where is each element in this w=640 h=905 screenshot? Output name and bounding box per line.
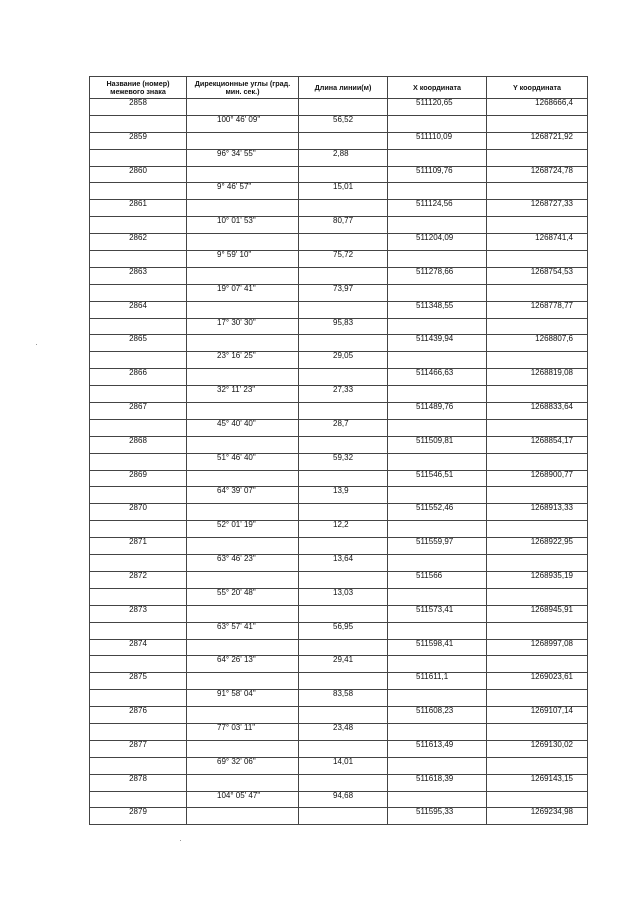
cell-line-length: 80,77 bbox=[299, 217, 388, 234]
cell-mark-number bbox=[90, 115, 187, 132]
cell-direction-angle bbox=[187, 267, 299, 284]
segment-row bbox=[90, 386, 588, 403]
cell-line-length: 59,32 bbox=[299, 453, 388, 470]
cell-y-coordinate: 1268727,33 bbox=[487, 200, 588, 217]
cell-y-coordinate: 1268900,77 bbox=[487, 470, 588, 487]
cell-y-coordinate bbox=[487, 723, 588, 740]
cell-mark-number: 2874 bbox=[90, 639, 187, 656]
cell-direction-angle bbox=[187, 132, 299, 149]
cell-y-coordinate bbox=[487, 217, 588, 234]
mark-row bbox=[90, 234, 588, 251]
cell-mark-number bbox=[90, 149, 187, 166]
cell-y-coordinate bbox=[487, 555, 588, 572]
mark-row bbox=[90, 504, 588, 521]
cell-x-coordinate bbox=[388, 352, 487, 369]
cell-direction-angle bbox=[187, 808, 299, 825]
cell-line-length: 27,33 bbox=[299, 386, 388, 403]
cell-mark-number: 2870 bbox=[90, 504, 187, 521]
segment-row bbox=[90, 318, 588, 335]
cell-line-length bbox=[299, 639, 388, 656]
cell-direction-angle bbox=[187, 166, 299, 183]
cell-y-coordinate bbox=[487, 352, 588, 369]
cell-line-length: 29,41 bbox=[299, 656, 388, 673]
mark-row bbox=[90, 200, 588, 217]
cell-y-coordinate bbox=[487, 521, 588, 538]
cell-y-coordinate bbox=[487, 115, 588, 132]
cell-line-length bbox=[299, 673, 388, 690]
cell-line-length: 94,68 bbox=[299, 791, 388, 808]
segment-row bbox=[90, 487, 588, 504]
segment-row bbox=[90, 521, 588, 538]
cell-direction-angle: 104° 05' 47" bbox=[187, 791, 299, 808]
cell-direction-angle bbox=[187, 335, 299, 352]
cell-line-length: 13,64 bbox=[299, 555, 388, 572]
cell-x-coordinate: 511489,76 bbox=[388, 403, 487, 420]
cell-mark-number: 2859 bbox=[90, 132, 187, 149]
cell-direction-angle bbox=[187, 470, 299, 487]
cell-line-length: 83,58 bbox=[299, 690, 388, 707]
segment-row bbox=[90, 757, 588, 774]
cell-mark-number: 2858 bbox=[90, 99, 187, 116]
cell-direction-angle: 91° 58' 04" bbox=[187, 690, 299, 707]
segment-row bbox=[90, 555, 588, 572]
cell-direction-angle bbox=[187, 707, 299, 724]
mark-row bbox=[90, 571, 588, 588]
cell-line-length: 56,95 bbox=[299, 622, 388, 639]
cell-direction-angle: 32° 11' 23" bbox=[187, 386, 299, 403]
cell-direction-angle bbox=[187, 774, 299, 791]
segment-row bbox=[90, 791, 588, 808]
cell-x-coordinate: 511618,39 bbox=[388, 774, 487, 791]
table-body bbox=[90, 99, 588, 825]
cell-line-length: 29,05 bbox=[299, 352, 388, 369]
cell-mark-number bbox=[90, 419, 187, 436]
cell-direction-angle: 19° 07' 41" bbox=[187, 284, 299, 301]
cell-y-coordinate: 1268666,4 bbox=[487, 99, 588, 116]
cell-y-coordinate bbox=[487, 622, 588, 639]
cell-x-coordinate bbox=[388, 386, 487, 403]
cell-x-coordinate: 511120,65 bbox=[388, 99, 487, 116]
cell-direction-angle: 9° 59' 10" bbox=[187, 251, 299, 268]
cell-line-length: 2,88 bbox=[299, 149, 388, 166]
cell-mark-number: 2872 bbox=[90, 571, 187, 588]
cell-direction-angle: 96° 34' 55" bbox=[187, 149, 299, 166]
scan-speck bbox=[36, 344, 37, 345]
segment-row bbox=[90, 183, 588, 200]
cell-y-coordinate: 1268807,6 bbox=[487, 335, 588, 352]
cell-line-length bbox=[299, 740, 388, 757]
cell-y-coordinate bbox=[487, 487, 588, 504]
cell-y-coordinate: 1268741,4 bbox=[487, 234, 588, 251]
cell-mark-number: 2876 bbox=[90, 707, 187, 724]
cell-mark-number bbox=[90, 521, 187, 538]
cell-x-coordinate bbox=[388, 656, 487, 673]
cell-direction-angle bbox=[187, 234, 299, 251]
cell-direction-angle bbox=[187, 369, 299, 386]
cell-y-coordinate bbox=[487, 386, 588, 403]
cell-line-length: 75,72 bbox=[299, 251, 388, 268]
segment-row bbox=[90, 419, 588, 436]
cell-mark-number bbox=[90, 183, 187, 200]
cell-mark-number bbox=[90, 723, 187, 740]
cell-mark-number bbox=[90, 690, 187, 707]
cell-direction-angle bbox=[187, 605, 299, 622]
mark-row bbox=[90, 470, 588, 487]
cell-line-length: 23,48 bbox=[299, 723, 388, 740]
cell-x-coordinate bbox=[388, 791, 487, 808]
cell-y-coordinate bbox=[487, 656, 588, 673]
mark-row bbox=[90, 166, 588, 183]
cell-x-coordinate: 511598,41 bbox=[388, 639, 487, 656]
cell-direction-angle: 45° 40' 40" bbox=[187, 419, 299, 436]
cell-x-coordinate bbox=[388, 588, 487, 605]
cell-mark-number: 2861 bbox=[90, 200, 187, 217]
cell-direction-angle: 64° 26' 13" bbox=[187, 656, 299, 673]
cell-line-length: 56,52 bbox=[299, 115, 388, 132]
cell-x-coordinate bbox=[388, 453, 487, 470]
cell-x-coordinate bbox=[388, 183, 487, 200]
cell-x-coordinate: 511278,66 bbox=[388, 267, 487, 284]
cell-line-length: 95,83 bbox=[299, 318, 388, 335]
cell-line-length: 15,01 bbox=[299, 183, 388, 200]
mark-row bbox=[90, 267, 588, 284]
segment-row bbox=[90, 115, 588, 132]
cell-mark-number bbox=[90, 487, 187, 504]
cell-line-length bbox=[299, 774, 388, 791]
cell-direction-angle: 77° 03' 11" bbox=[187, 723, 299, 740]
cell-y-coordinate bbox=[487, 251, 588, 268]
cell-direction-angle: 100° 46' 09" bbox=[187, 115, 299, 132]
cell-y-coordinate bbox=[487, 183, 588, 200]
segment-row bbox=[90, 284, 588, 301]
cell-x-coordinate: 511348,55 bbox=[388, 301, 487, 318]
cell-direction-angle bbox=[187, 99, 299, 116]
cell-x-coordinate bbox=[388, 555, 487, 572]
cell-mark-number: 2864 bbox=[90, 301, 187, 318]
mark-row bbox=[90, 436, 588, 453]
cell-mark-number bbox=[90, 251, 187, 268]
header-y-coordinate: Y координата bbox=[487, 77, 588, 99]
cell-mark-number: 2863 bbox=[90, 267, 187, 284]
cell-mark-number bbox=[90, 656, 187, 673]
mark-row bbox=[90, 403, 588, 420]
cell-x-coordinate: 511608,23 bbox=[388, 707, 487, 724]
cell-y-coordinate: 1268935,19 bbox=[487, 571, 588, 588]
mark-row bbox=[90, 99, 588, 116]
cell-y-coordinate: 1268854,17 bbox=[487, 436, 588, 453]
cell-direction-angle: 52° 01' 19" bbox=[187, 521, 299, 538]
cell-y-coordinate bbox=[487, 453, 588, 470]
segment-row bbox=[90, 352, 588, 369]
segment-row bbox=[90, 690, 588, 707]
cell-x-coordinate: 511546,51 bbox=[388, 470, 487, 487]
header-line-length: Длина линии(м) bbox=[299, 77, 388, 99]
cell-direction-angle bbox=[187, 436, 299, 453]
cell-y-coordinate: 1269023,61 bbox=[487, 673, 588, 690]
cell-direction-angle bbox=[187, 200, 299, 217]
mark-row bbox=[90, 301, 588, 318]
cell-line-length: 12,2 bbox=[299, 521, 388, 538]
cell-x-coordinate bbox=[388, 521, 487, 538]
cell-mark-number: 2873 bbox=[90, 605, 187, 622]
cell-direction-angle bbox=[187, 403, 299, 420]
cell-direction-angle bbox=[187, 504, 299, 521]
cell-x-coordinate bbox=[388, 419, 487, 436]
mark-row bbox=[90, 538, 588, 555]
segment-row bbox=[90, 656, 588, 673]
cell-line-length bbox=[299, 571, 388, 588]
cell-direction-angle bbox=[187, 301, 299, 318]
cell-y-coordinate: 1269234,98 bbox=[487, 808, 588, 825]
cell-y-coordinate bbox=[487, 284, 588, 301]
cell-direction-angle: 69° 32' 06" bbox=[187, 757, 299, 774]
mark-row bbox=[90, 335, 588, 352]
cell-direction-angle bbox=[187, 571, 299, 588]
cell-line-length: 13,03 bbox=[299, 588, 388, 605]
cell-line-length bbox=[299, 436, 388, 453]
header-x-coordinate: X координата bbox=[388, 77, 487, 99]
cell-direction-angle: 51° 46' 40" bbox=[187, 453, 299, 470]
cell-mark-number bbox=[90, 622, 187, 639]
cell-mark-number bbox=[90, 555, 187, 572]
header-direction-angle: Дирекционные углы (град. мин. сек.) bbox=[187, 77, 299, 99]
cell-line-length bbox=[299, 166, 388, 183]
cell-x-coordinate bbox=[388, 251, 487, 268]
cell-x-coordinate bbox=[388, 149, 487, 166]
cell-x-coordinate bbox=[388, 284, 487, 301]
mark-row bbox=[90, 808, 588, 825]
cell-mark-number: 2869 bbox=[90, 470, 187, 487]
cell-direction-angle: 23° 16' 25" bbox=[187, 352, 299, 369]
mark-row bbox=[90, 605, 588, 622]
cell-y-coordinate bbox=[487, 588, 588, 605]
cell-mark-number: 2878 bbox=[90, 774, 187, 791]
cell-direction-angle: 9° 46' 57" bbox=[187, 183, 299, 200]
cell-mark-number: 2875 bbox=[90, 673, 187, 690]
cell-line-length bbox=[299, 808, 388, 825]
cell-line-length: 13,9 bbox=[299, 487, 388, 504]
cell-y-coordinate bbox=[487, 149, 588, 166]
cell-direction-angle: 64° 39' 07" bbox=[187, 487, 299, 504]
cell-y-coordinate: 1269130,02 bbox=[487, 740, 588, 757]
cell-direction-angle bbox=[187, 538, 299, 555]
cell-y-coordinate bbox=[487, 318, 588, 335]
cell-y-coordinate: 1268819,08 bbox=[487, 369, 588, 386]
cell-x-coordinate: 511509,81 bbox=[388, 436, 487, 453]
segment-row bbox=[90, 251, 588, 268]
cell-mark-number bbox=[90, 318, 187, 335]
cell-line-length bbox=[299, 605, 388, 622]
mark-row bbox=[90, 639, 588, 656]
cell-line-length bbox=[299, 267, 388, 284]
segment-row bbox=[90, 723, 588, 740]
cell-y-coordinate: 1268945,91 bbox=[487, 605, 588, 622]
cell-x-coordinate bbox=[388, 757, 487, 774]
cell-line-length: 73,97 bbox=[299, 284, 388, 301]
boundary-marks-table bbox=[89, 76, 588, 825]
scan-speck bbox=[180, 840, 181, 841]
cell-x-coordinate: 511109,76 bbox=[388, 166, 487, 183]
cell-line-length: 28,7 bbox=[299, 419, 388, 436]
segment-row bbox=[90, 453, 588, 470]
cell-y-coordinate: 1268833,64 bbox=[487, 403, 588, 420]
cell-mark-number bbox=[90, 217, 187, 234]
cell-direction-angle: 63° 46' 23" bbox=[187, 555, 299, 572]
cell-x-coordinate: 511110,09 bbox=[388, 132, 487, 149]
cell-x-coordinate: 511124,56 bbox=[388, 200, 487, 217]
cell-mark-number bbox=[90, 791, 187, 808]
cell-y-coordinate: 1268721,92 bbox=[487, 132, 588, 149]
header-mark-name: Название (номер) межевого знака bbox=[90, 77, 187, 99]
cell-x-coordinate: 511439,94 bbox=[388, 335, 487, 352]
cell-y-coordinate bbox=[487, 419, 588, 436]
cell-y-coordinate: 1268754,53 bbox=[487, 267, 588, 284]
cell-line-length bbox=[299, 200, 388, 217]
mark-row bbox=[90, 707, 588, 724]
cell-x-coordinate: 511552,46 bbox=[388, 504, 487, 521]
cell-y-coordinate: 1268922,95 bbox=[487, 538, 588, 555]
cell-y-coordinate bbox=[487, 757, 588, 774]
cell-x-coordinate: 511204,09 bbox=[388, 234, 487, 251]
cell-line-length bbox=[299, 504, 388, 521]
cell-y-coordinate bbox=[487, 690, 588, 707]
segment-row bbox=[90, 149, 588, 166]
cell-y-coordinate: 1268997,08 bbox=[487, 639, 588, 656]
cell-x-coordinate bbox=[388, 115, 487, 132]
cell-mark-number bbox=[90, 386, 187, 403]
cell-mark-number bbox=[90, 352, 187, 369]
cell-y-coordinate: 1268724,78 bbox=[487, 166, 588, 183]
cell-mark-number bbox=[90, 588, 187, 605]
cell-line-length bbox=[299, 301, 388, 318]
cell-line-length bbox=[299, 538, 388, 555]
cell-mark-number: 2877 bbox=[90, 740, 187, 757]
cell-mark-number: 2871 bbox=[90, 538, 187, 555]
cell-x-coordinate bbox=[388, 723, 487, 740]
cell-y-coordinate bbox=[487, 791, 588, 808]
mark-row bbox=[90, 673, 588, 690]
cell-direction-angle: 63° 57' 41" bbox=[187, 622, 299, 639]
cell-x-coordinate bbox=[388, 487, 487, 504]
cell-mark-number bbox=[90, 284, 187, 301]
cell-x-coordinate: 511559,97 bbox=[388, 538, 487, 555]
cell-line-length bbox=[299, 403, 388, 420]
cell-line-length bbox=[299, 335, 388, 352]
cell-direction-angle bbox=[187, 740, 299, 757]
cell-direction-angle: 17° 30' 30" bbox=[187, 318, 299, 335]
cell-mark-number: 2879 bbox=[90, 808, 187, 825]
header-row bbox=[90, 77, 588, 99]
mark-row bbox=[90, 774, 588, 791]
cell-mark-number: 2862 bbox=[90, 234, 187, 251]
cell-mark-number: 2866 bbox=[90, 369, 187, 386]
cell-x-coordinate: 511566 bbox=[388, 571, 487, 588]
cell-mark-number bbox=[90, 757, 187, 774]
cell-line-length bbox=[299, 369, 388, 386]
mark-row bbox=[90, 369, 588, 386]
cell-line-length bbox=[299, 99, 388, 116]
cell-line-length bbox=[299, 234, 388, 251]
segment-row bbox=[90, 217, 588, 234]
mark-row bbox=[90, 132, 588, 149]
cell-direction-angle bbox=[187, 639, 299, 656]
cell-mark-number: 2865 bbox=[90, 335, 187, 352]
cell-line-length bbox=[299, 132, 388, 149]
cell-x-coordinate: 511466,63 bbox=[388, 369, 487, 386]
cell-x-coordinate: 511573,41 bbox=[388, 605, 487, 622]
cell-y-coordinate: 1268778,77 bbox=[487, 301, 588, 318]
cell-x-coordinate bbox=[388, 217, 487, 234]
cell-x-coordinate: 511611,1 bbox=[388, 673, 487, 690]
cell-x-coordinate bbox=[388, 318, 487, 335]
cell-line-length bbox=[299, 470, 388, 487]
cell-y-coordinate: 1269143,15 bbox=[487, 774, 588, 791]
cell-line-length: 14,01 bbox=[299, 757, 388, 774]
cell-mark-number: 2868 bbox=[90, 436, 187, 453]
segment-row bbox=[90, 622, 588, 639]
cell-mark-number: 2860 bbox=[90, 166, 187, 183]
cell-x-coordinate: 511613,49 bbox=[388, 740, 487, 757]
cell-direction-angle: 55° 20' 48" bbox=[187, 588, 299, 605]
cell-y-coordinate: 1269107,14 bbox=[487, 707, 588, 724]
cell-x-coordinate bbox=[388, 690, 487, 707]
table-header bbox=[90, 77, 588, 99]
cell-direction-angle: 10° 01' 53" bbox=[187, 217, 299, 234]
segment-row bbox=[90, 588, 588, 605]
cell-y-coordinate: 1268913,33 bbox=[487, 504, 588, 521]
cell-x-coordinate bbox=[388, 622, 487, 639]
cell-line-length bbox=[299, 707, 388, 724]
mark-row bbox=[90, 740, 588, 757]
cell-direction-angle bbox=[187, 673, 299, 690]
cell-mark-number: 2867 bbox=[90, 403, 187, 420]
cell-x-coordinate: 511595,33 bbox=[388, 808, 487, 825]
cell-mark-number bbox=[90, 453, 187, 470]
